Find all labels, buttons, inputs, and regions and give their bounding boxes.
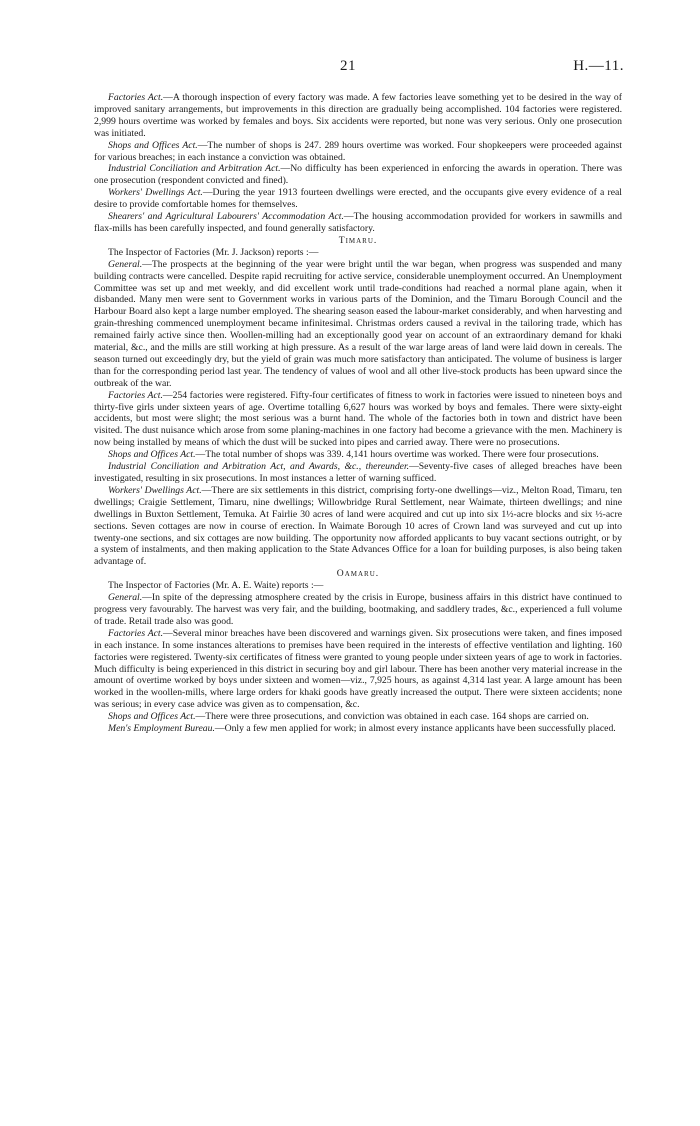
paragraph-text: —During the year 1913 fourteen dwellings were erected, and the occupants give every evidence of a real desire to provide comfortable homes for themselves. <box>94 187 622 211</box>
paragraph <box>94 187 622 211</box>
paragraph <box>94 580 622 592</box>
section-title-oamaru: Oamaru. <box>336 568 380 580</box>
paragraph <box>94 140 622 164</box>
paragraph-heading: Factories Act. <box>108 92 164 103</box>
page-number: 21 <box>340 58 356 74</box>
paragraph-text: —In spite of the depressing atmosphere created by the crisis in Europe, business affairs in this district have continued to progress very favourably. The harvest was very fair, and the building, bootmaking, and saddlery trades, &c., experienced a full volume of trade. Retail trade also was good. <box>94 592 622 627</box>
paragraph <box>94 163 622 187</box>
paragraph-heading: Shops and Offices Act. <box>108 139 198 151</box>
paragraph-heading: General. <box>108 258 143 270</box>
paragraph-text: —Seventy-five cases of alleged breaches have been investigated, resulting in six prosecutions. In most instances a letter of warning sufficed. <box>94 461 622 484</box>
paragraph-text: —There were three prosecutions, and conviction was obtained in each case. 164 shops are carried on. <box>195 711 589 723</box>
paragraph <box>94 461 622 485</box>
paragraph-heading: General. <box>108 592 143 604</box>
paragraph <box>94 92 622 140</box>
paragraph <box>94 449 622 461</box>
paragraph-heading: Workers' Dwellings Act. <box>108 484 202 496</box>
paragraph-heading: Industrial Conciliation and Arbitration Act, and Awards, &c., thereunder. <box>108 461 410 473</box>
paragraph-heading: Workers' Dwellings Act. <box>108 187 203 199</box>
paragraph <box>94 628 622 711</box>
paragraph-text: —The housing accommodation provided for workers in sawmills and flax-mills has been carefully inspected, and found generally satisfactory. <box>94 211 622 234</box>
paragraph-heading: Shops and Offices Act. <box>108 711 196 723</box>
paragraph-text: —254 factories were registered. Fifty-four certificates of fitness to work in factories were issued to nineteen boys and thirty-five girls under sixteen years of age. Overtime totalling 6,627 hours was worked by boys and females. There were sixty-eight accidents, but most were slight; the most serious was a burnt hand. The whole of the factories both in town and district have been visited. The dust nuisance which arose from some planing-machines in one factory had become a grievance with the men. Machinery is now being installed by means of which the dust will be sucked into pipes and carried away. There were no prosecutions. <box>94 389 622 449</box>
paragraph-text: —The total number of shops was 339. 4,141 hours overtime was worked. There were four prosecutions. <box>195 449 599 461</box>
document-body <box>94 92 622 735</box>
paragraph-text: —There are six settlements in this district, comprising forty-one dwellings—viz., Melton Road, Timaru, ten dwellings; Craigie Settlement, Timaru, nine dwellings; Willowbridge Rural Settlement, near Waimate, thirteen dwellings; and nine dwellings in Buxton Settlement, Temuka. At Fairlie 30 acres of land were acquired and cut up into six 1½-acre blocks and six ½-acre sections. Seven cottages are now in course of erection. In Waimate Borough 10 acres of Crown land was surveyed and cut up into twenty-one sections, and six cottages are now building. The opportunity now afforded applicants to buy vacant sections outright, or by a system of instalments, and then making application to the State Advances Office for a loan for building purposes, is also being taken advantage of. <box>94 484 622 568</box>
paragraph-text: —A thorough inspection of every factory was made. A few factories leave something yet to be desired in the way of improved sanitary arrangements, but improvements in this direction are gradually being accomplished. 104 factories were registered. 2,999 hours overtime was worked by females and boys. Six accidents were reported, but none was very serious. Only one prosecution was initiated. <box>94 92 622 139</box>
document-reference: H.—11. <box>573 58 624 74</box>
paragraph-heading: Industrial Conciliation and Arbitration Act. <box>108 163 281 175</box>
paragraph <box>94 390 622 450</box>
paragraph <box>94 247 622 259</box>
paragraph-text: —The number of shops is 247. 289 hours overtime was worked. Four shopkeepers were proceeded against for various breaches; in each instance a conviction was obtained. <box>94 139 622 163</box>
paragraph-heading: Factories Act. <box>108 389 163 401</box>
paragraph <box>94 592 622 628</box>
paragraph <box>94 723 622 735</box>
paragraph-text: —No difficulty has been experienced in enforcing the awards in operation. There was one prosecution (respondent convicted and fined). <box>94 163 623 187</box>
paragraph-text: —Several minor breaches have been discovered and warnings given. Six prosecutions were taken, and fines imposed in each instance. In some instances alterations to premises have been required in the interests of effective ventilation and lighting. 160 factories were registered. Twenty-six certificates of fitness were granted to young people under sixteen years of age to work in factories. Much difficulty is being experienced in this district in securing boy and girl labour. There has been another very material increase in the amount of overtime worked by boys under sixteen and women—viz., 7,925 hours, as against 4,314 last year. A large amount has been worked in the woollen-mills, where large orders for khaki goods have greatly increased the output. There were sixteen accidents; none was serious; in every case advice was given as to compensation, &c. <box>94 627 622 711</box>
paragraph-text: —The prospects at the beginning of the year were bright until the war began, when progress was suspended and many building contracts were cancelled. Despite rapid recruiting for active service, considerable unemployment occurred. An Unemployment Committee was set up and met weekly, and did excellent work until trade-conditions had reached a normal plane again, when it disbanded. Many men were sent to Government works in various parts of the Dominion, and the Timaru Borough Council and the Harbour Board also kept a large number employed. The shearing season eased the labour-market considerably, and when harvesting and grain-threshing commenced unemployment became infinitesimal. Christmas orders caused a revival in the tailoring trade, which has remained fairly active since then. Woollen-milling had an exceptionally good year on account of an extraordinary demand for khaki material, &c., and the mills are still working at high pressure. As a result of the war large areas of land were laid down in cereals. The season turned out exceedingly dry, but the yield of grain was much more satisfactory than anticipated. The volume of business is larger than for the corresponding period last year. The tendency of values of wool and all other live-stock products has been upward since the outbreak of the war. <box>94 258 622 389</box>
paragraph-heading: Shops and Offices Act. <box>108 449 196 461</box>
paragraph-text: The Inspector of Factories (Mr. A. E. Waite) reports :— <box>108 580 324 592</box>
paragraph-heading: Men's Employment Bureau. <box>108 723 215 735</box>
paragraph <box>94 259 622 390</box>
paragraph <box>94 211 622 235</box>
paragraph <box>94 711 622 723</box>
section-title-timaru: Timaru. <box>338 234 378 246</box>
paragraph-heading: Factories Act. <box>108 627 164 639</box>
paragraph-text: —Only a few men applied for work; in almost every instance applicants have been successfully placed. <box>214 723 616 735</box>
paragraph-heading: Shearers' and Agricultural Labourers' Accommodation Act. <box>108 211 344 223</box>
paragraph <box>94 485 622 568</box>
paragraph-text: The Inspector of Factories (Mr. J. Jackson) reports :— <box>108 246 319 258</box>
